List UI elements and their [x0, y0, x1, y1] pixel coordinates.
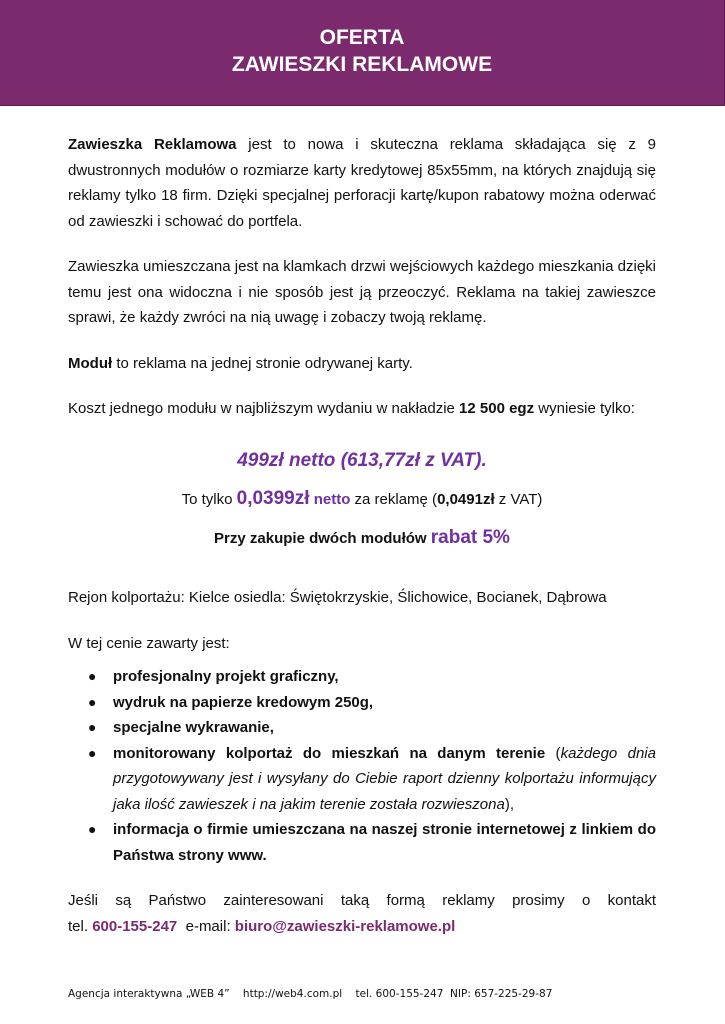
contact-line: Jeśli są Państwo zainteresowani taką formą reklamy prosimy o kontakt	[68, 892, 656, 909]
price-vat: (613,77zł z VAT).	[335, 449, 487, 471]
contact-details	[68, 914, 656, 940]
per-ad-netto: netto	[309, 491, 351, 508]
phone-link[interactable]: 600-155-247	[92, 917, 178, 935]
list-item	[68, 690, 656, 716]
list-item-paren-close: ),	[504, 795, 515, 813]
list-item-text: specjalne wykrawanie,	[113, 719, 274, 736]
header-title: OFERTA	[319, 26, 405, 49]
list-item	[68, 817, 656, 868]
header-subtitle: ZAWIESZKI REKLAMOWE	[231, 53, 493, 76]
bullet-icon: ●	[88, 719, 97, 735]
per-ad-before: To tylko	[181, 491, 237, 508]
list-item	[68, 664, 656, 690]
tel-label: tel.	[68, 917, 93, 935]
email-link[interactable]: biuro@zawieszki-reklamowe.pl	[234, 917, 456, 935]
bullet-icon: ●	[88, 693, 97, 710]
per-ad-after: z VAT)	[494, 491, 543, 508]
included-intro: W tej cenie zawarty jest:	[68, 634, 230, 652]
list-item	[68, 715, 656, 741]
bullet-icon: ●	[88, 821, 97, 837]
list-item-text: informacja o firmie umieszczana na naszej stronie internetowej z linkiem do Państwa strony www.	[113, 821, 656, 864]
cost-after: wyniesie tylko:	[534, 400, 635, 417]
price-main: 499zł netto	[237, 449, 336, 471]
included-list	[68, 664, 656, 868]
per-ad-middle: za reklamę (	[350, 491, 438, 508]
page-footer: Agencja interaktywna „WEB 4” http://web4.com.pl tel. 600-155-247 NIP: 657-225-29-87	[68, 988, 553, 1000]
module-paragraph	[68, 351, 656, 377]
intro-paragraph	[68, 132, 656, 234]
price-line	[68, 448, 656, 475]
per-ad-price: 0,0399zł	[236, 488, 310, 509]
discount-text: Przy zakupie dwóch modułów	[214, 529, 431, 547]
intro-text: jest to nowa i skuteczna reklama składająca się z 9 dwustronnych modułów o rozmiarze karty kredytowej 85x55mm, na których znajdują się reklamy tylko 18 firm. Dzięki specjalnej perforacji kartę/kupon rabatowy można oderwać od zawieszki i schować do portfela.	[68, 136, 656, 230]
cost-paragraph	[68, 396, 656, 422]
list-item-text: monitorowany kolportaż do mieszkań na danym terenie	[113, 744, 546, 762]
per-ad-line	[68, 486, 656, 513]
discount-line	[68, 525, 656, 552]
list-item-text: wydruk na papierze kredowym 250g,	[113, 693, 374, 711]
module-bold: Moduł	[68, 354, 113, 372]
bullet-icon: ●	[88, 744, 97, 761]
cost-before: Koszt jednego modułu w najbliższym wydaniu w nakładzie	[68, 400, 460, 417]
placement-paragraph: Zawieszka umieszczana jest na klamkach drzwi wejściowych każdego mieszkania dzięki temu jest ona widoczna i nie sposób jest ją przeoczyć. Reklama na takiej zawieszce sprawi, że każdy zwróci na nią uwagę i zobaczy twoją reklamę.	[68, 258, 656, 326]
cost-circulation: 12 500 egz	[459, 400, 535, 417]
email-label: e-mail:	[177, 917, 235, 935]
document-body	[68, 132, 656, 939]
list-item	[68, 741, 656, 818]
module-text: to reklama na jednej stronie odrywanej karty.	[112, 354, 413, 372]
region-paragraph: Rejon kolportażu: Kielce osiedla: Świętokrzyskie, Ślichowice, Bocianek, Dąbrowa	[68, 589, 607, 606]
list-item-note: każdego dnia przygotowywany jest i wysyłany do Ciebie raport dzienny kolportażu informujący jaka ilość zawieszek i na jakim terenie została rozwieszona	[113, 744, 656, 813]
discount-highlight: rabat 5%	[430, 526, 510, 548]
per-ad-vat-price: 0,0491zł	[437, 491, 495, 508]
bullet-icon: ●	[88, 668, 97, 684]
intro-bold: Zawieszka Reklamowa	[68, 136, 237, 153]
list-item-text: profesjonalny projekt graficzny,	[113, 668, 339, 685]
page-header	[0, 0, 725, 106]
list-item-paren-open: (	[545, 744, 561, 762]
